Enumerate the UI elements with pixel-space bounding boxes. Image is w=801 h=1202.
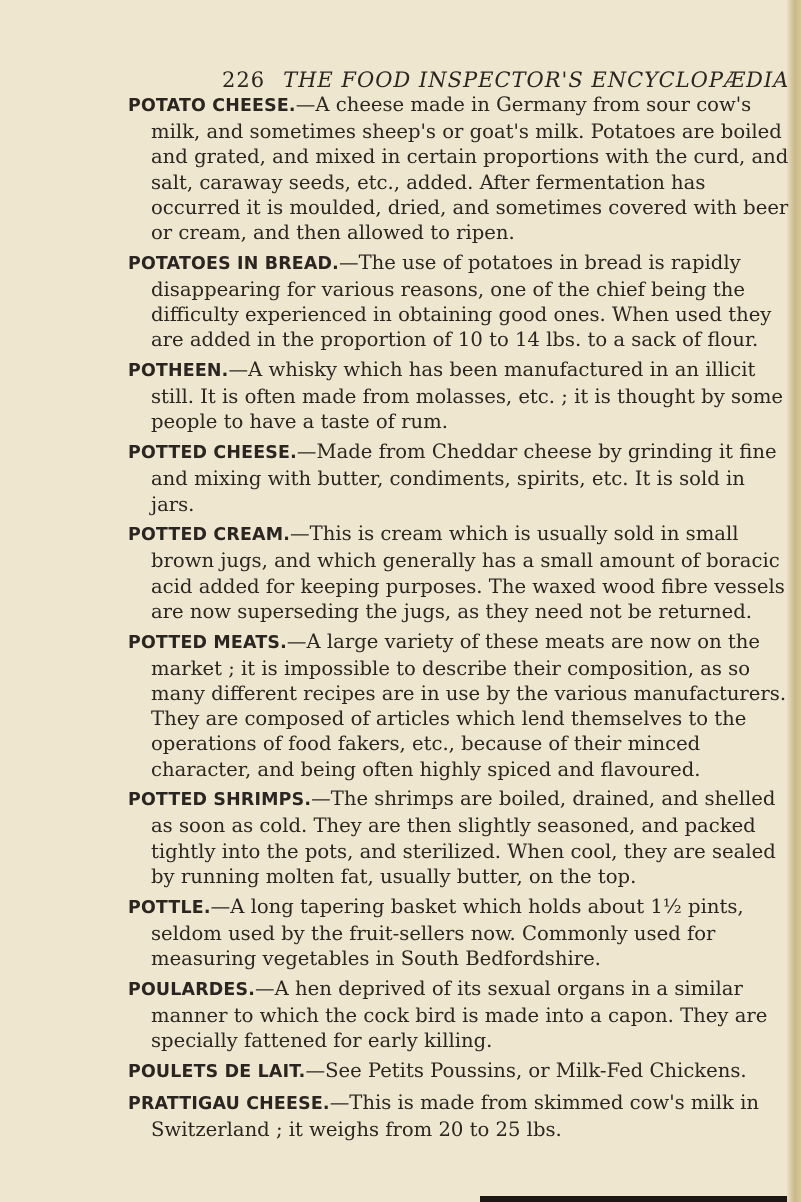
definition: —The use of potatoes in bread is rapidly disappearing for various reasons, one of the chief being the difficulty experienced in obtaining good ones. When used they are added in the proportion of 10 to 14 lbs. to a sack of flour. (151, 250, 772, 352)
definition: —This is made from skimmed cow's milk in Switzerland ; it weighs from 20 to 25 lbs. (151, 1090, 759, 1141)
headword: PRATTIGAU CHEESE. (128, 1093, 330, 1114)
definition: —A whisky which has been manufactured in an illicit still. It is often made from molasses, etc. ; it is thought by some people to have a taste of rum. (151, 358, 784, 434)
headword: POTTLE. (128, 897, 211, 918)
definition: —This is cream which is usually sold in small brown jugs, and which generally has a small amount of boracic acid added for keeping purposes. The waxed wood fibre vessels are now superseding the jugs, as they need not be returned. (151, 522, 785, 623)
book-title: THE FOOD INSPECTOR'S ENCYCLOPÆDIA (283, 68, 790, 92)
running-head (222, 68, 790, 92)
entry-prattigau-cheese (128, 1090, 794, 1142)
entry-potted-meats (128, 629, 794, 782)
entry-potted-cream (128, 521, 794, 624)
definition: —The shrimps are boiled, drained, and shelled as soon as cold. They are then slightly seasoned, and packed tightly into the pots, and sterilized. When cool, they are sealed by running molten fat, usually butter, on the top. (151, 787, 776, 888)
headword: POTATOES IN BREAD. (128, 253, 339, 274)
entry-poulardes (128, 976, 794, 1054)
definition: —A long tapering basket which holds about 1½ pints, seldom used by the fruit-sellers now. Commonly used for measuring vegetables in South Bedfordshire. (151, 894, 744, 970)
entry-potted-shrimps (128, 786, 794, 889)
headword: POULARDES. (128, 979, 256, 1000)
definition: —A hen deprived of its sexual organs in a similar manner to which the cock bird is made into a capon. They are specially fattened for early killing. (151, 976, 768, 1053)
headword: POULETS DE LAIT. (128, 1061, 306, 1082)
headword: POTTED CREAM. (128, 525, 291, 546)
definition: —A cheese made in Germany from sour cow's milk, and sometimes sheep's or goat's milk. Potatoes are boiled and grated, and mixed in certain proportions with the curd, and salt, caraway seeds, etc., added. After fermentation has occurred it is moulded, dried, and sometimes covered with beer or cream, and then allowed to ripen. (151, 93, 789, 245)
entry-potheen (128, 357, 794, 435)
headword: POTATO CHEESE. (128, 96, 296, 116)
headword: POTHEEN. (128, 361, 229, 382)
entry-pottle (128, 894, 794, 972)
headword: POTTED MEATS. (128, 632, 287, 653)
headword: POTTED CHEESE. (128, 443, 297, 464)
bottom-rule (480, 1196, 787, 1202)
entry-list (128, 92, 794, 1146)
entry-potato-cheese (128, 92, 794, 245)
page-number: 226 (222, 68, 266, 92)
entry-poulets-de-lait (128, 1058, 794, 1085)
headword: POTTED SHRIMPS. (128, 790, 312, 811)
definition: —See Petits Poussins, or Milk-Fed Chickens. (305, 1058, 747, 1082)
definition: —Made from Cheddar cheese by grinding it fine and mixing with butter, condiments, spirits, etc. It is sold in jars. (151, 440, 777, 516)
entry-potted-cheese (128, 439, 794, 517)
definition: —A large variety of these meats are now on the market ; it is impossible to describe their composition, as so many different recipes are in use by the various manufacturers. They are composed of articles which lend themselves to the operations of food fakers, etc., because of their minced character, and being often highly spiced and flavoured. (151, 629, 787, 781)
entry-potatoes-in-bread (128, 250, 794, 353)
